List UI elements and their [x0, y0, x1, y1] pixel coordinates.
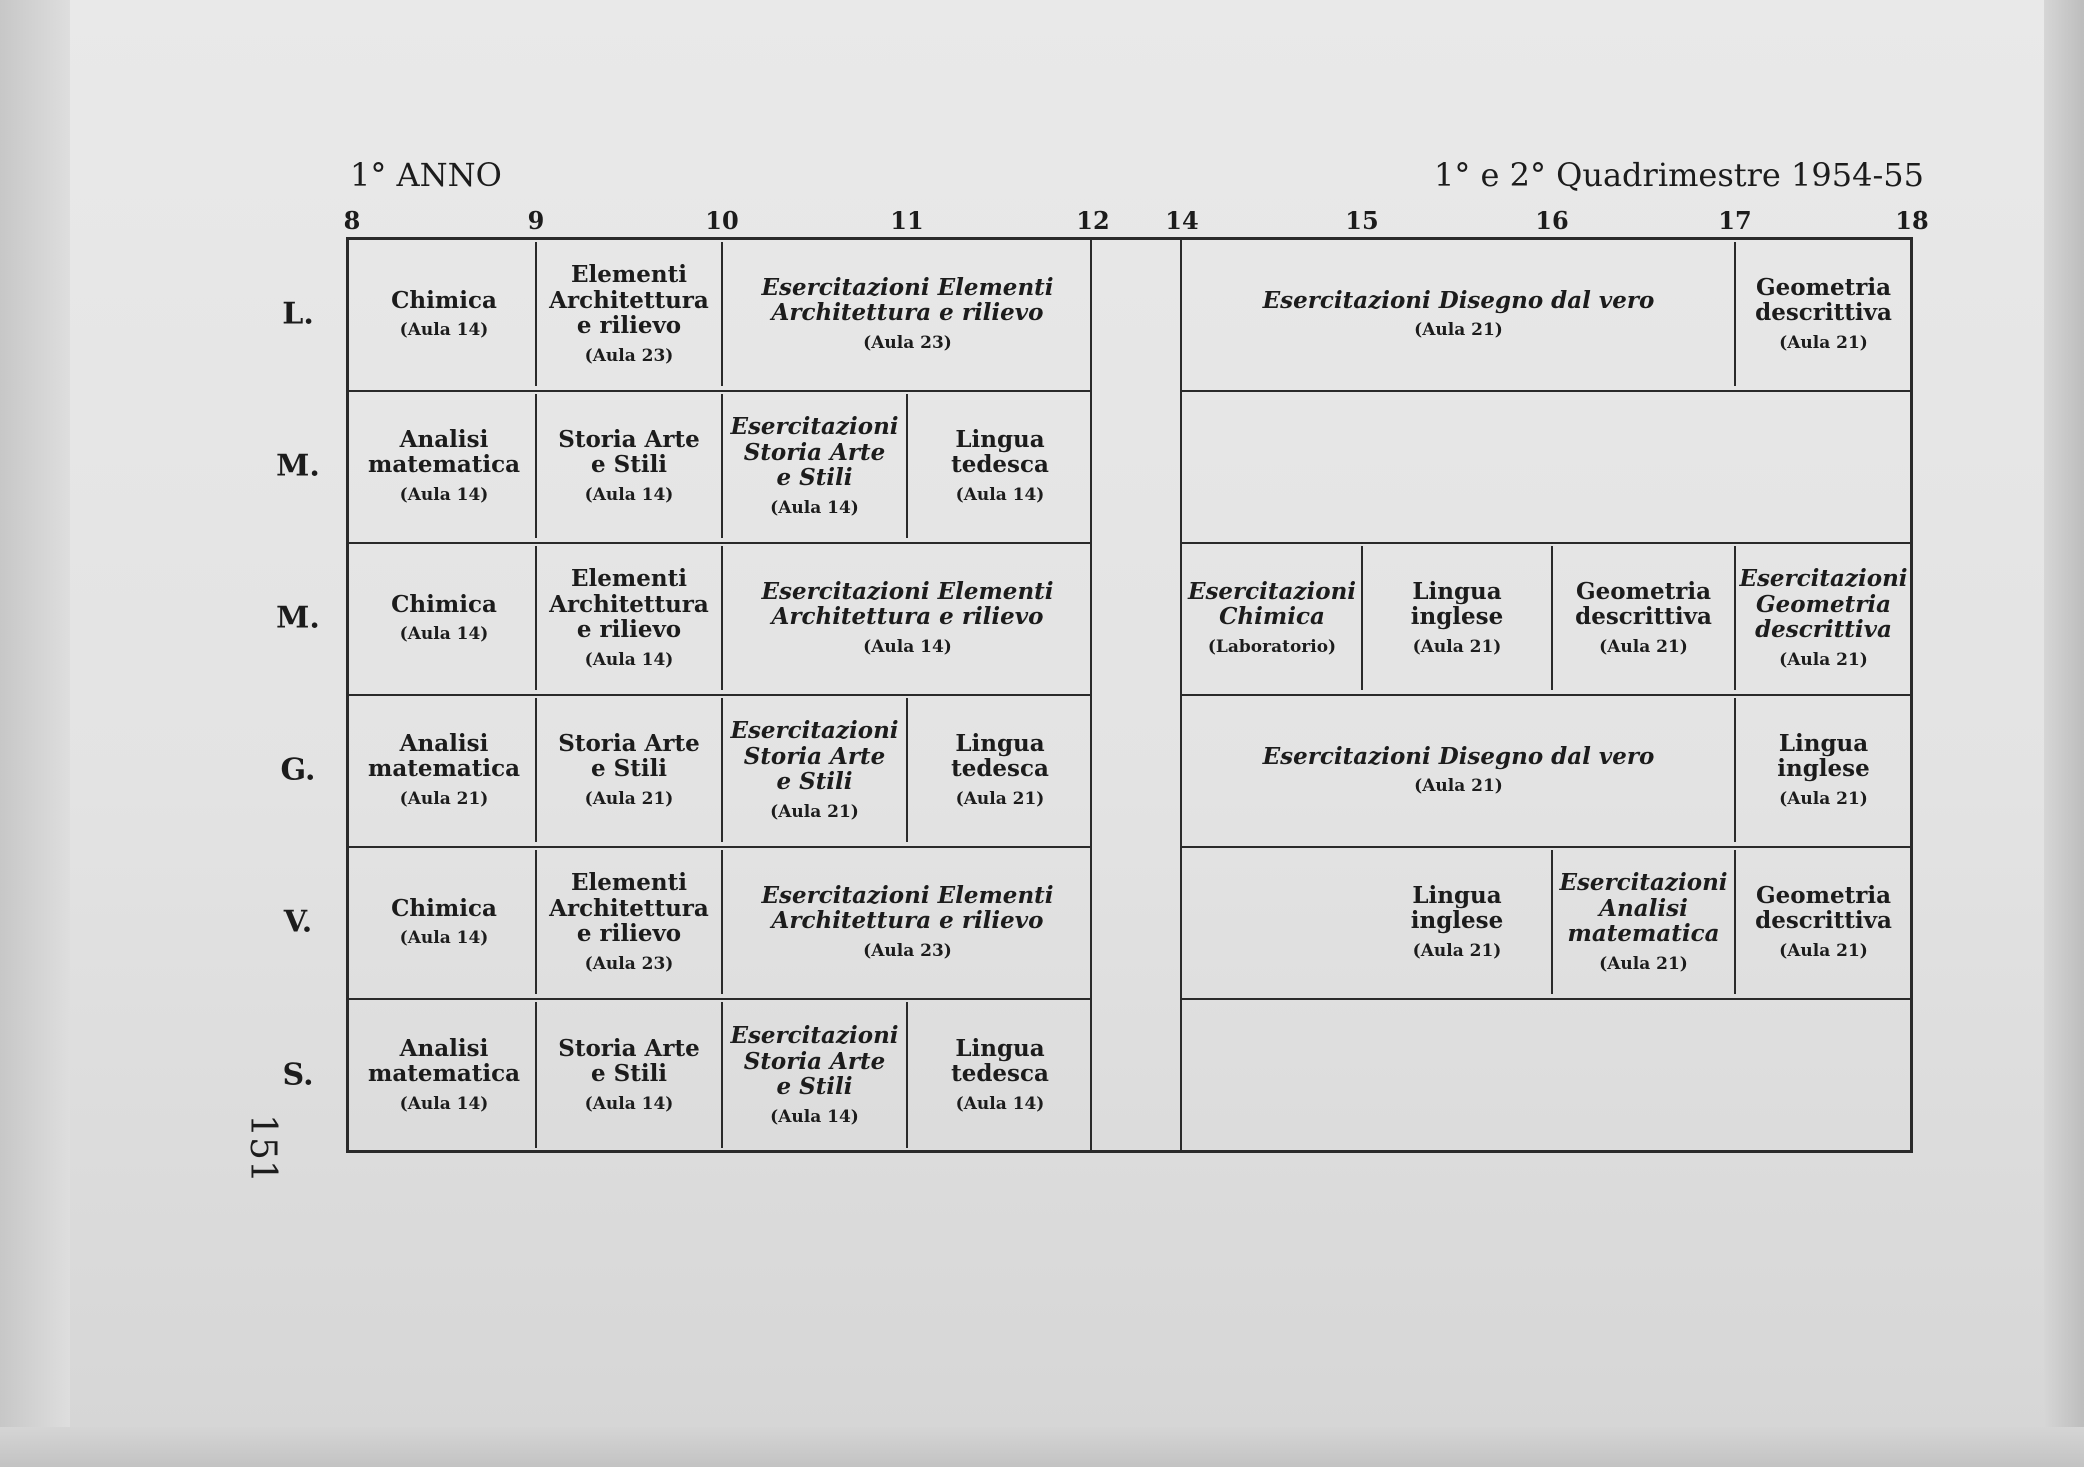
timetable-cell	[536, 694, 722, 846]
scan-shadow-right	[2044, 0, 2084, 1467]
classroom-label: (Aula 21)	[770, 802, 859, 823]
classroom-label: (Aula 21)	[1779, 789, 1868, 810]
course-name: Esercitazioni Analisi matematica	[1559, 868, 1728, 948]
course-name: Lingua inglese	[1410, 881, 1504, 935]
course-name: Chimica	[391, 286, 497, 314]
timetable-cell	[352, 694, 536, 846]
timetable-cell	[352, 542, 536, 694]
hour-label: 16	[1535, 206, 1569, 235]
timetable-cell	[1735, 238, 1912, 390]
course-name: Esercitazioni Chimica	[1187, 577, 1357, 631]
timetable-cell	[722, 694, 907, 846]
course-name: Esercitazioni Disegno dal vero	[1262, 286, 1655, 314]
classroom-label: (Aula 14)	[863, 637, 952, 658]
timetable-cell	[1362, 846, 1552, 998]
course-name: Chimica	[391, 894, 497, 922]
course-name: Geometria descrittiva	[1755, 881, 1892, 935]
course-name: Esercitazioni Geometria descrittiva	[1739, 564, 1908, 644]
timetable-cell	[1552, 542, 1735, 694]
day-label: S.	[282, 1057, 314, 1093]
classroom-label: (Aula 14)	[399, 1094, 489, 1115]
timetable-cell	[907, 694, 1093, 846]
timetable-cell	[722, 390, 907, 542]
classroom-label: (Aula 21)	[955, 789, 1045, 810]
timetable-cell	[536, 846, 722, 998]
timetable-cell	[1735, 694, 1912, 846]
classroom-label: (Aula 21)	[1414, 320, 1503, 341]
classroom-label: (Aula 21)	[1779, 650, 1868, 671]
term-heading: 1° e 2° Quadrimestre 1954-55	[1433, 156, 1924, 194]
course-name: Esercitazioni Elementi Architettura e rilievo	[761, 273, 1054, 327]
timetable-cell	[1552, 846, 1735, 998]
timetable-cell	[352, 238, 536, 390]
hour-label: 12	[1076, 206, 1110, 235]
course-name: Elementi Architettura e rilievo	[549, 260, 709, 340]
classroom-label: (Aula 23)	[584, 346, 674, 367]
hour-label: 17	[1718, 206, 1752, 235]
course-name: Lingua tedesca	[951, 729, 1049, 783]
classroom-label: (Aula 21)	[1412, 941, 1502, 962]
classroom-label: (Aula 14)	[955, 485, 1045, 506]
hour-label: 10	[705, 206, 739, 235]
classroom-label: (Aula 23)	[584, 954, 674, 975]
classroom-label: (Aula 21)	[1779, 941, 1868, 962]
course-name: Esercitazioni Storia Arte e Stili	[730, 412, 899, 492]
timetable-cell	[536, 542, 722, 694]
timetable-cell	[1182, 542, 1362, 694]
day-label: V.	[283, 904, 313, 940]
timetable-cell	[1735, 542, 1912, 694]
course-name: Storia Arte e Stili	[558, 729, 700, 783]
course-name: Geometria descrittiva	[1575, 577, 1712, 631]
classroom-label: (Aula 21)	[1412, 637, 1502, 658]
row-separator	[1180, 998, 1912, 1000]
timetable-cell	[352, 998, 536, 1152]
scan-shadow-bottom	[0, 1427, 2084, 1467]
day-label: G.	[280, 752, 316, 788]
classroom-label: (Aula 14)	[770, 498, 859, 519]
timetable-cell	[907, 998, 1093, 1152]
classroom-label: (Aula 14)	[584, 650, 674, 671]
timetable-cell	[722, 998, 907, 1152]
year-heading: 1° ANNO	[350, 156, 502, 194]
row-separator	[1180, 390, 1912, 392]
timetable-cell	[722, 238, 1093, 390]
classroom-label: (Aula 21)	[1599, 954, 1688, 975]
classroom-label: (Aula 14)	[770, 1107, 859, 1128]
course-name: Storia Arte e Stili	[558, 1034, 700, 1088]
timetable-cell	[536, 238, 722, 390]
classroom-label: (Aula 21)	[1414, 776, 1503, 797]
timetable-cell	[1182, 694, 1735, 846]
scan-shadow-left	[0, 0, 70, 1467]
course-name: Lingua tedesca	[951, 1034, 1049, 1088]
classroom-label: (Aula 14)	[584, 1094, 674, 1115]
course-name: Analisi matematica	[367, 1034, 520, 1088]
course-name: Lingua inglese	[1410, 577, 1504, 631]
hour-label: 15	[1345, 206, 1379, 235]
course-name: Lingua inglese	[1777, 729, 1870, 783]
timetable-cell	[907, 390, 1093, 542]
hour-label: 14	[1165, 206, 1199, 235]
course-name: Geometria descrittiva	[1755, 273, 1892, 327]
course-name: Chimica	[391, 590, 497, 618]
course-name: Esercitazioni Elementi Architettura e rilievo	[761, 577, 1054, 631]
course-name: Esercitazioni Elementi Architettura e rilievo	[761, 881, 1054, 935]
hour-label: 9	[527, 206, 545, 235]
page-number: 151	[241, 1114, 283, 1183]
classroom-label: (Aula 21)	[584, 789, 674, 810]
timetable-cell	[536, 998, 722, 1152]
classroom-label: (Aula 14)	[399, 320, 489, 341]
course-name: Elementi Architettura e rilievo	[549, 564, 709, 644]
classroom-label: (Aula 14)	[399, 624, 489, 645]
course-name: Esercitazioni Disegno dal vero	[1262, 742, 1655, 770]
classroom-label: (Aula 23)	[863, 333, 952, 354]
timetable-cell	[1735, 846, 1912, 998]
hour-label: 8	[343, 206, 361, 235]
classroom-label: (Aula 14)	[399, 928, 489, 949]
classroom-label: (Aula 21)	[1779, 333, 1868, 354]
hour-label: 18	[1895, 206, 1929, 235]
course-name: Analisi matematica	[367, 729, 520, 783]
timetable-cell	[1362, 542, 1552, 694]
classroom-label: (Aula 14)	[955, 1094, 1045, 1115]
classroom-label: (Laboratorio)	[1207, 637, 1337, 658]
course-name: Analisi matematica	[367, 425, 520, 479]
classroom-label: (Aula 21)	[1599, 637, 1688, 658]
day-label: M.	[276, 448, 320, 484]
classroom-label: (Aula 14)	[584, 485, 674, 506]
day-label: L.	[282, 296, 314, 332]
classroom-label: (Aula 23)	[863, 941, 952, 962]
timetable-cell	[352, 846, 536, 998]
timetable-cell	[352, 390, 536, 542]
day-label: M.	[276, 600, 320, 636]
classroom-label: (Aula 14)	[399, 485, 489, 506]
course-name: Storia Arte e Stili	[558, 425, 700, 479]
course-name: Elementi Architettura e rilievo	[549, 868, 709, 948]
timetable-cell	[1182, 238, 1735, 390]
hour-label: 11	[890, 206, 924, 235]
course-name: Esercitazioni Storia Arte e Stili	[730, 716, 899, 796]
course-name: Lingua tedesca	[951, 425, 1049, 479]
timetable-cell	[536, 390, 722, 542]
timetable-cell	[722, 846, 1093, 998]
classroom-label: (Aula 21)	[399, 789, 489, 810]
timetable-cell	[722, 542, 1093, 694]
course-name: Esercitazioni Storia Arte e Stili	[730, 1021, 899, 1101]
